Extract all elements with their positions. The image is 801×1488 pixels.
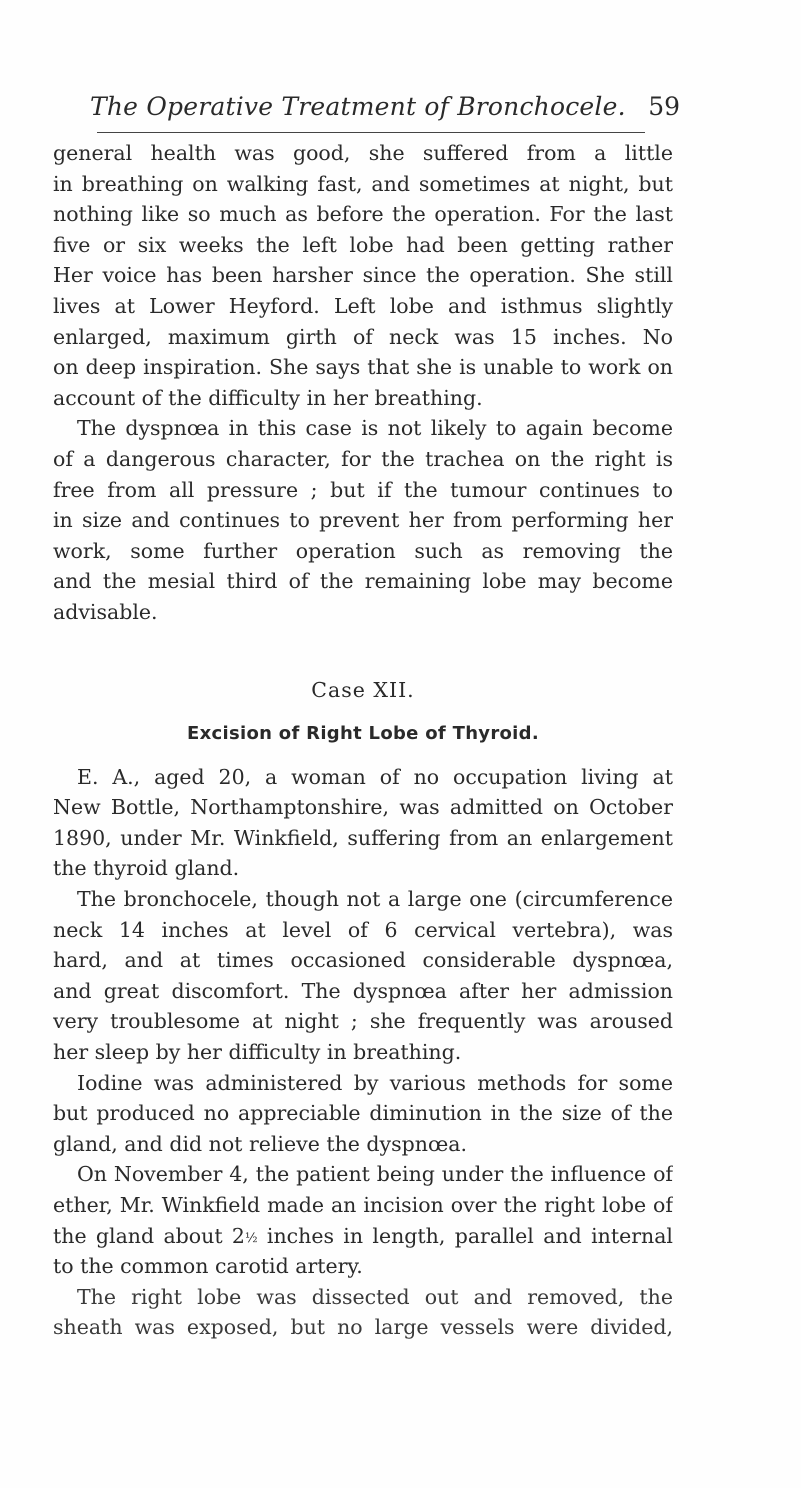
- page-number: 59: [648, 92, 680, 121]
- text-line: advisable.: [53, 599, 158, 624]
- body-text: [53, 138, 673, 1343]
- text-line: in breathing on walking fast, and sometimes at night, but: [53, 171, 673, 196]
- text-line: Her voice has been harsher since the operation. She still: [53, 263, 673, 288]
- running-title: The Operative Treatment of Bronchocele.: [90, 92, 626, 121]
- text-line: nothing like so much as before the operation. For the last: [53, 202, 673, 227]
- text-line: free from all pressure ; but if the tumour continues to: [53, 477, 673, 502]
- text-line: very troublesome at night ; she frequently was aroused: [53, 1009, 673, 1034]
- text-line: The right lobe was dissected out and removed, the: [77, 1284, 673, 1309]
- section-heading: Excision of Right Lobe of Thyroid.: [187, 723, 539, 745]
- text-line: general health was good, she suffered from a little: [53, 141, 673, 165]
- text-line: on deep inspiration. She says that she is unable to work on: [53, 355, 673, 380]
- paragraph-bronchocele: [53, 884, 673, 1068]
- header-rule: [97, 132, 645, 133]
- text-line: account of the difficulty in her breathing.: [53, 385, 483, 410]
- text-line: and great discomfort. The dyspnœa after her admission: [53, 978, 673, 1003]
- text-line: ether, Mr. Winkfield made an incision over the right lobe of: [53, 1193, 673, 1217]
- text-line: work, some further operation such as removing the: [53, 538, 673, 563]
- text-line: The bronchocele, though not a large one (circumference: [77, 887, 673, 912]
- text-line: in size and continues to prevent her from performing her: [53, 508, 673, 533]
- paragraph-dyspnoea-outlook: [53, 413, 673, 627]
- text-line: of a dangerous character, for the trachea on the right is: [53, 446, 673, 471]
- paragraph-operation: [53, 1159, 673, 1281]
- text-line-with-fraction: [53, 1221, 673, 1252]
- fraction-half: ½: [244, 1230, 258, 1246]
- text-line: the thyroid gland.: [53, 856, 240, 881]
- text-line: New Bottle, Northamptonshire, was admitted on October: [53, 795, 673, 820]
- running-head: [90, 92, 680, 130]
- paragraph-dissection: [53, 1282, 673, 1343]
- paragraph-admission: [53, 762, 673, 884]
- paragraph-iodine: [53, 1068, 673, 1160]
- text-line: neck 14 inches at level of 6 cervical vertebra), was: [53, 917, 673, 942]
- text-fragment: inches in length, parallel and internal: [257, 1223, 673, 1248]
- text-line: to the common carotid artery.: [53, 1254, 363, 1279]
- text-line: her sleep by her difficulty in breathing.: [53, 1040, 462, 1065]
- case-heading: Case XII.: [311, 677, 415, 702]
- paragraph-health-report: [53, 138, 673, 413]
- text-line: hard, and at times occasioned considerable dyspnœa,: [53, 948, 673, 973]
- text-line: Iodine was administered by various methods for some: [77, 1070, 673, 1095]
- text-line: enlarged, maximum girth of neck was 15 inches. No: [53, 324, 673, 349]
- text-line: 1890, under Mr. Winkfield, suffering from an enlargement: [53, 825, 673, 850]
- text-line: The dyspnœa in this case is not likely to again become: [77, 416, 673, 441]
- text-line: gland, and did not relieve the dyspnœa.: [53, 1131, 467, 1156]
- text-line: five or six weeks the left lobe had been getting rather: [53, 232, 673, 257]
- text-line: On November 4, the patient being under the influence of: [77, 1162, 673, 1187]
- text-line: and the mesial third of the remaining lobe may become: [53, 569, 673, 594]
- text-line: lives at Lower Heyford. Left lobe and isthmus slightly: [53, 293, 673, 318]
- text-line: sheath was exposed, but no large vessels were divided,: [53, 1315, 673, 1340]
- text-line: but produced no appreciable diminution in the size of the: [53, 1101, 673, 1126]
- text-fragment: the gland about 2: [53, 1223, 245, 1248]
- text-line: E. A., aged 20, a woman of no occupation living at: [77, 764, 673, 789]
